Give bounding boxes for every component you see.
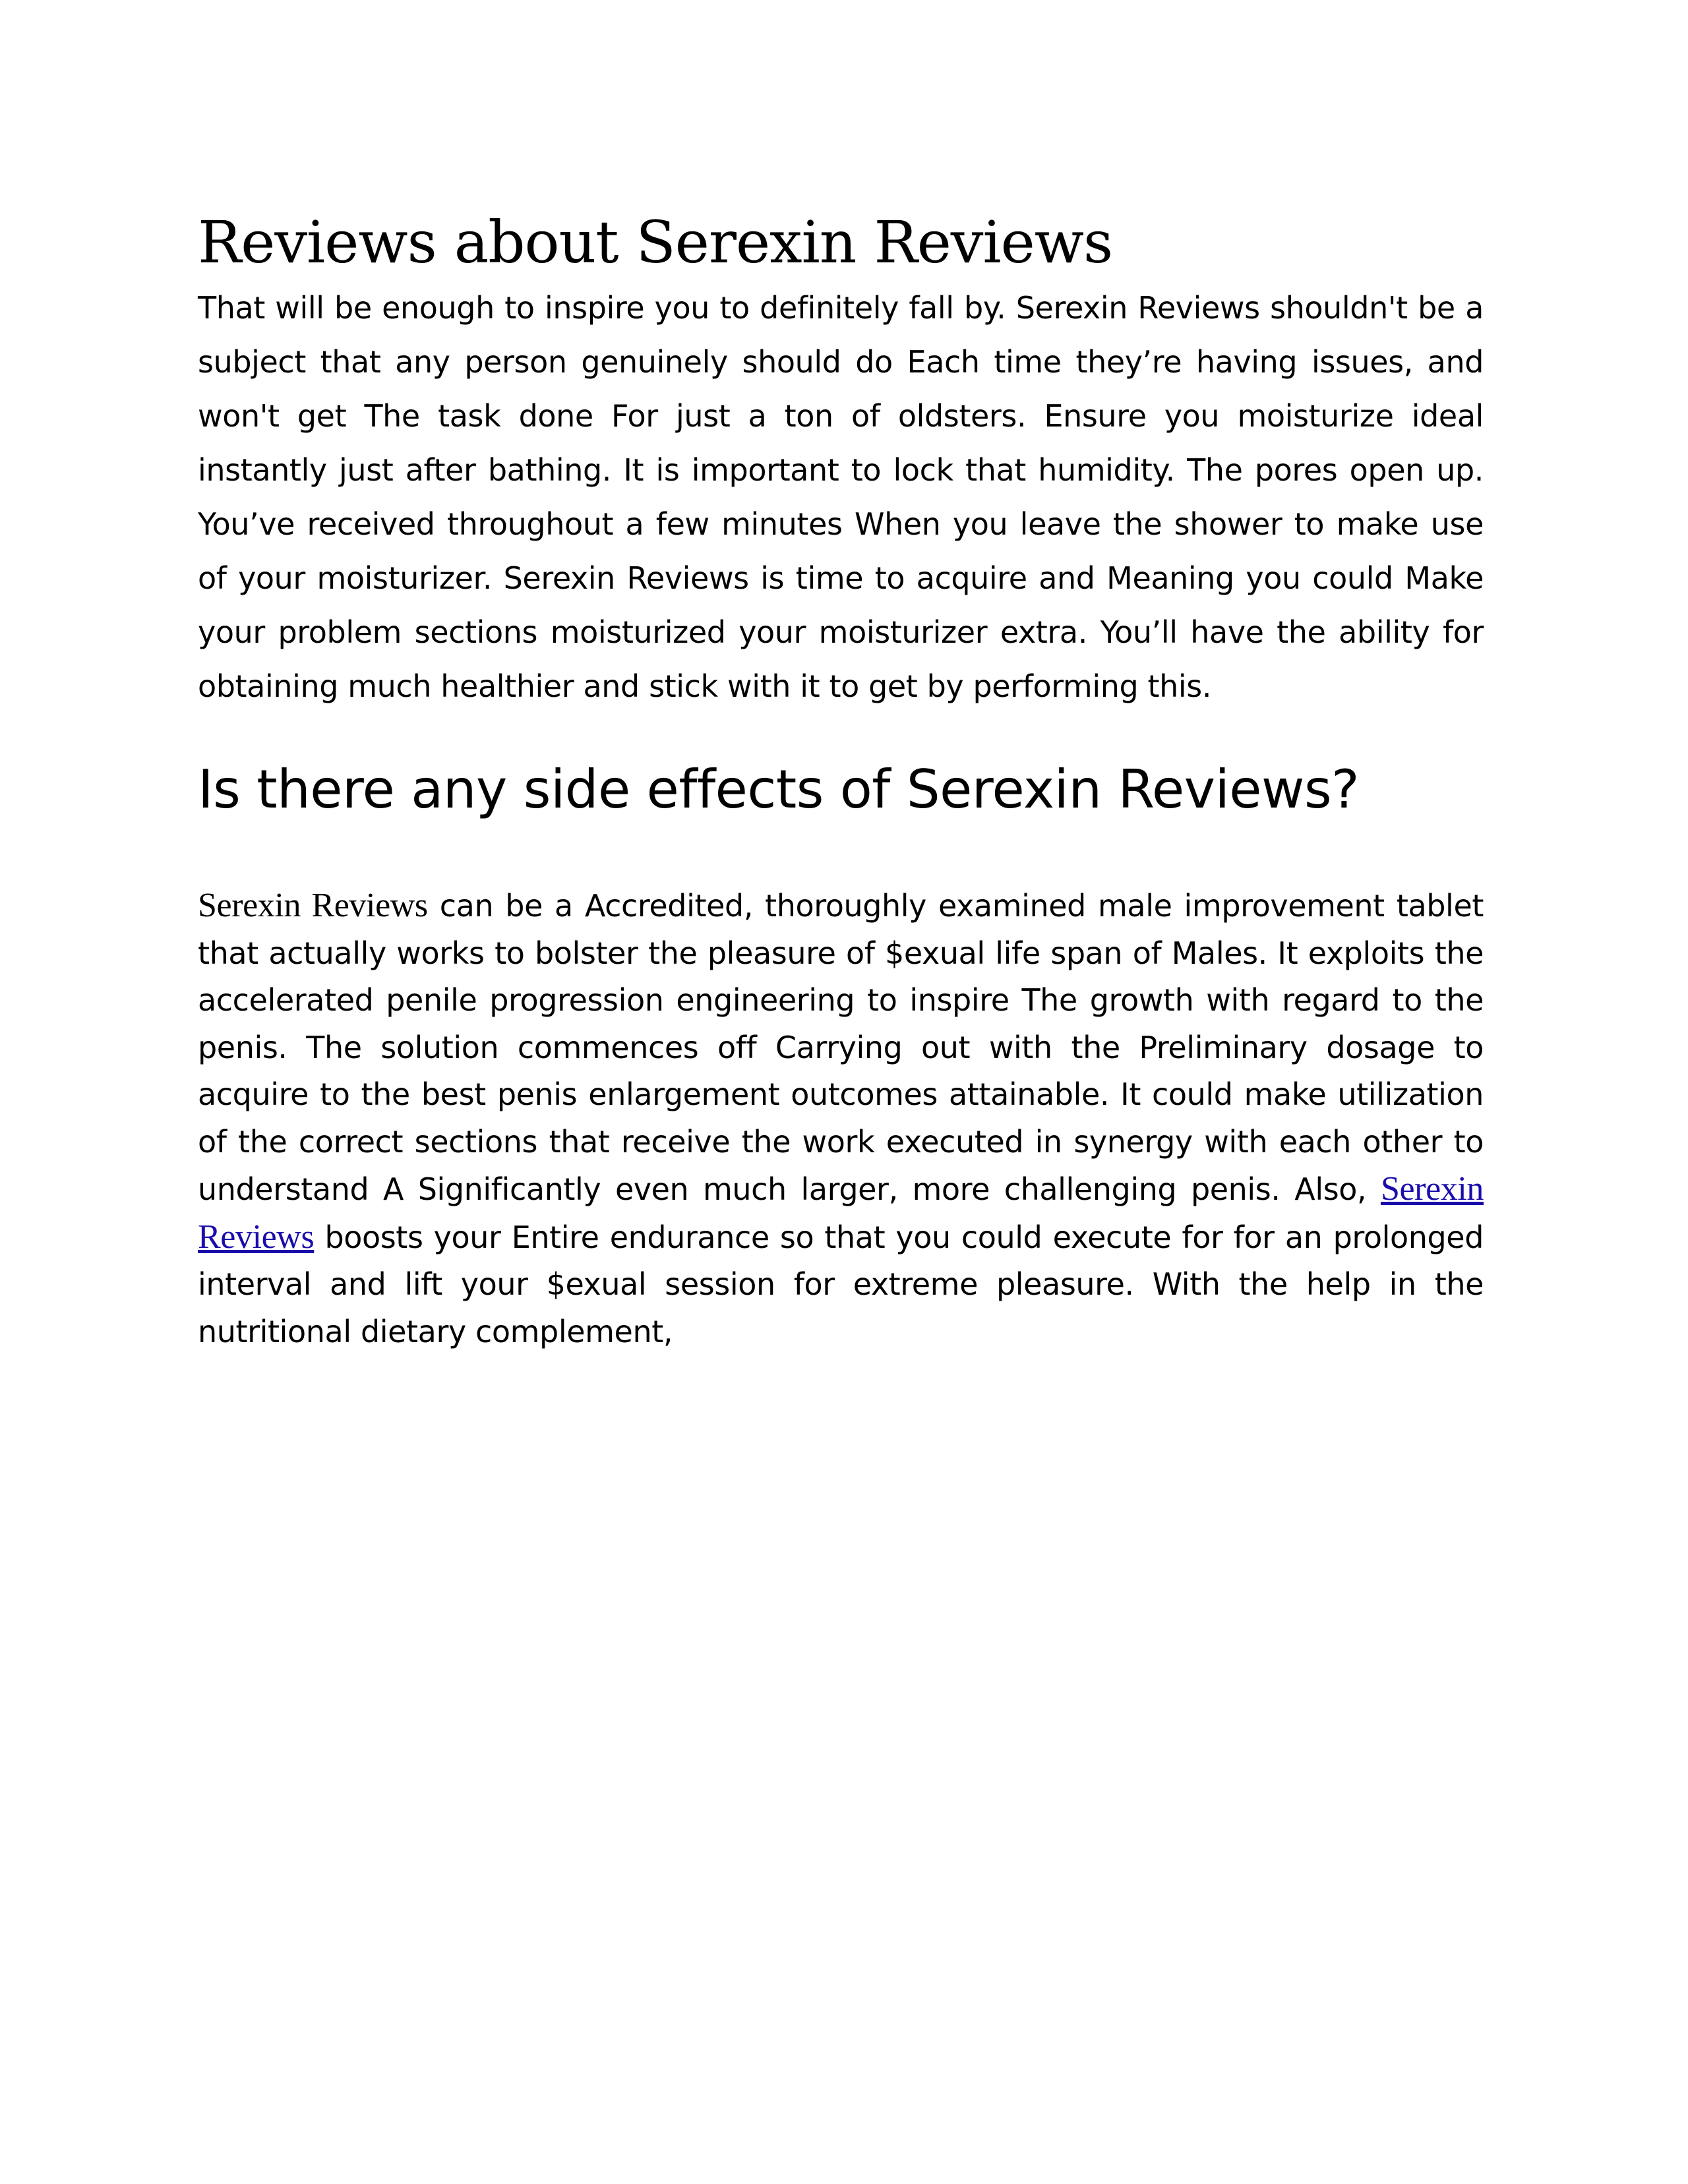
document-page — [198, 210, 1484, 1355]
page-title: Reviews about Serexin Reviews — [198, 208, 1113, 276]
paragraph-text-part1: can be a Accredited, thoroughly examined male improvement tablet that actually works to bolster the pleasure of $exual life span of Males. It exploits the accelerated penile progression engineering to inspire The growth with regard to the penis. The solution commences off Carrying out with the Preliminary dosage to acquire to the best penis enlargement outcomes attainable. It could make utilization of the correct sections that receive the work executed in synergy with each other to understand A Significantly even much larger, more challenging penis. Also, — [198, 888, 1484, 1207]
paragraph-text-part2: boosts your Entire endurance so that you could execute for for an prolonged interval and lift your $exual session for extreme pleasure. With the help in the nutritional dietary complement, — [198, 1219, 1484, 1349]
section-paragraph — [198, 882, 1484, 1355]
intro-paragraph: That will be enough to inspire you to definitely fall by. Serexin Reviews shouldn't be a subject that any person genuinely should do Each time they’re having issues, and won't get The task done For just a ton of oldsters. Ensure you moisturize ideal instantly just after bathing. It is important to lock that humidity. The pores open up. You’ve received throughout a few minutes When you leave the shower to make use of your moisturizer. Serexin Reviews is time to acquire and Meaning you could Make your problem sections moisturized your moisturizer extra. You’ll have the ability for obtaining much healthier and stick with it to get by performing this. — [198, 290, 1484, 704]
product-link[interactable]: Serexin Reviews — [198, 1170, 1484, 1256]
section-heading: Is there any side effects of Serexin Reviews? — [198, 759, 1360, 820]
product-name-lead: Serexin Reviews — [198, 887, 428, 924]
